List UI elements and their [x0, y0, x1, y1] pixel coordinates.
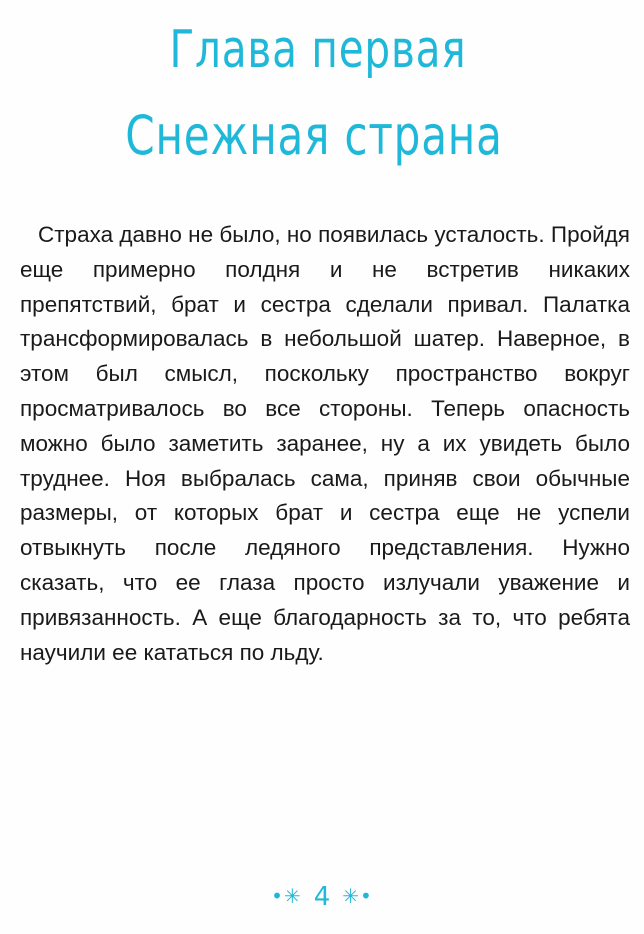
page-number: 4: [313, 882, 331, 912]
chapter-title: Снежная страна: [125, 104, 503, 167]
snowflake-ornament-right-icon: ✳•: [342, 884, 373, 908]
body-paragraph-text: Страха давно не было, но появилась усталость. Пройдя еще примерно полдня и не встретив никаких препятствий, брат и сестра сделали привал. Палатка трансформировалась в небольшой шатер. Наверное, в этом был смысл, поскольку пространство вокруг просматривалось во все стороны. Теперь опасность можно было заметить заранее, ну а их увидеть было труднее. Ноя выбралась сама, приняв свои обычные размеры, от которых брат и сестра еще не успели отвыкнуть после ледяного представления. Нужно сказать, что ее глаза просто излучали уважение и привязанность. А еще благодарность за то, что ребята научили ее кататься по льду.: [20, 222, 630, 665]
snowflake-ornament-left-icon: •✳: [271, 884, 302, 908]
body-paragraph: [20, 218, 630, 670]
chapter-label: Глава первая: [169, 20, 467, 80]
page-footer: [0, 878, 644, 915]
